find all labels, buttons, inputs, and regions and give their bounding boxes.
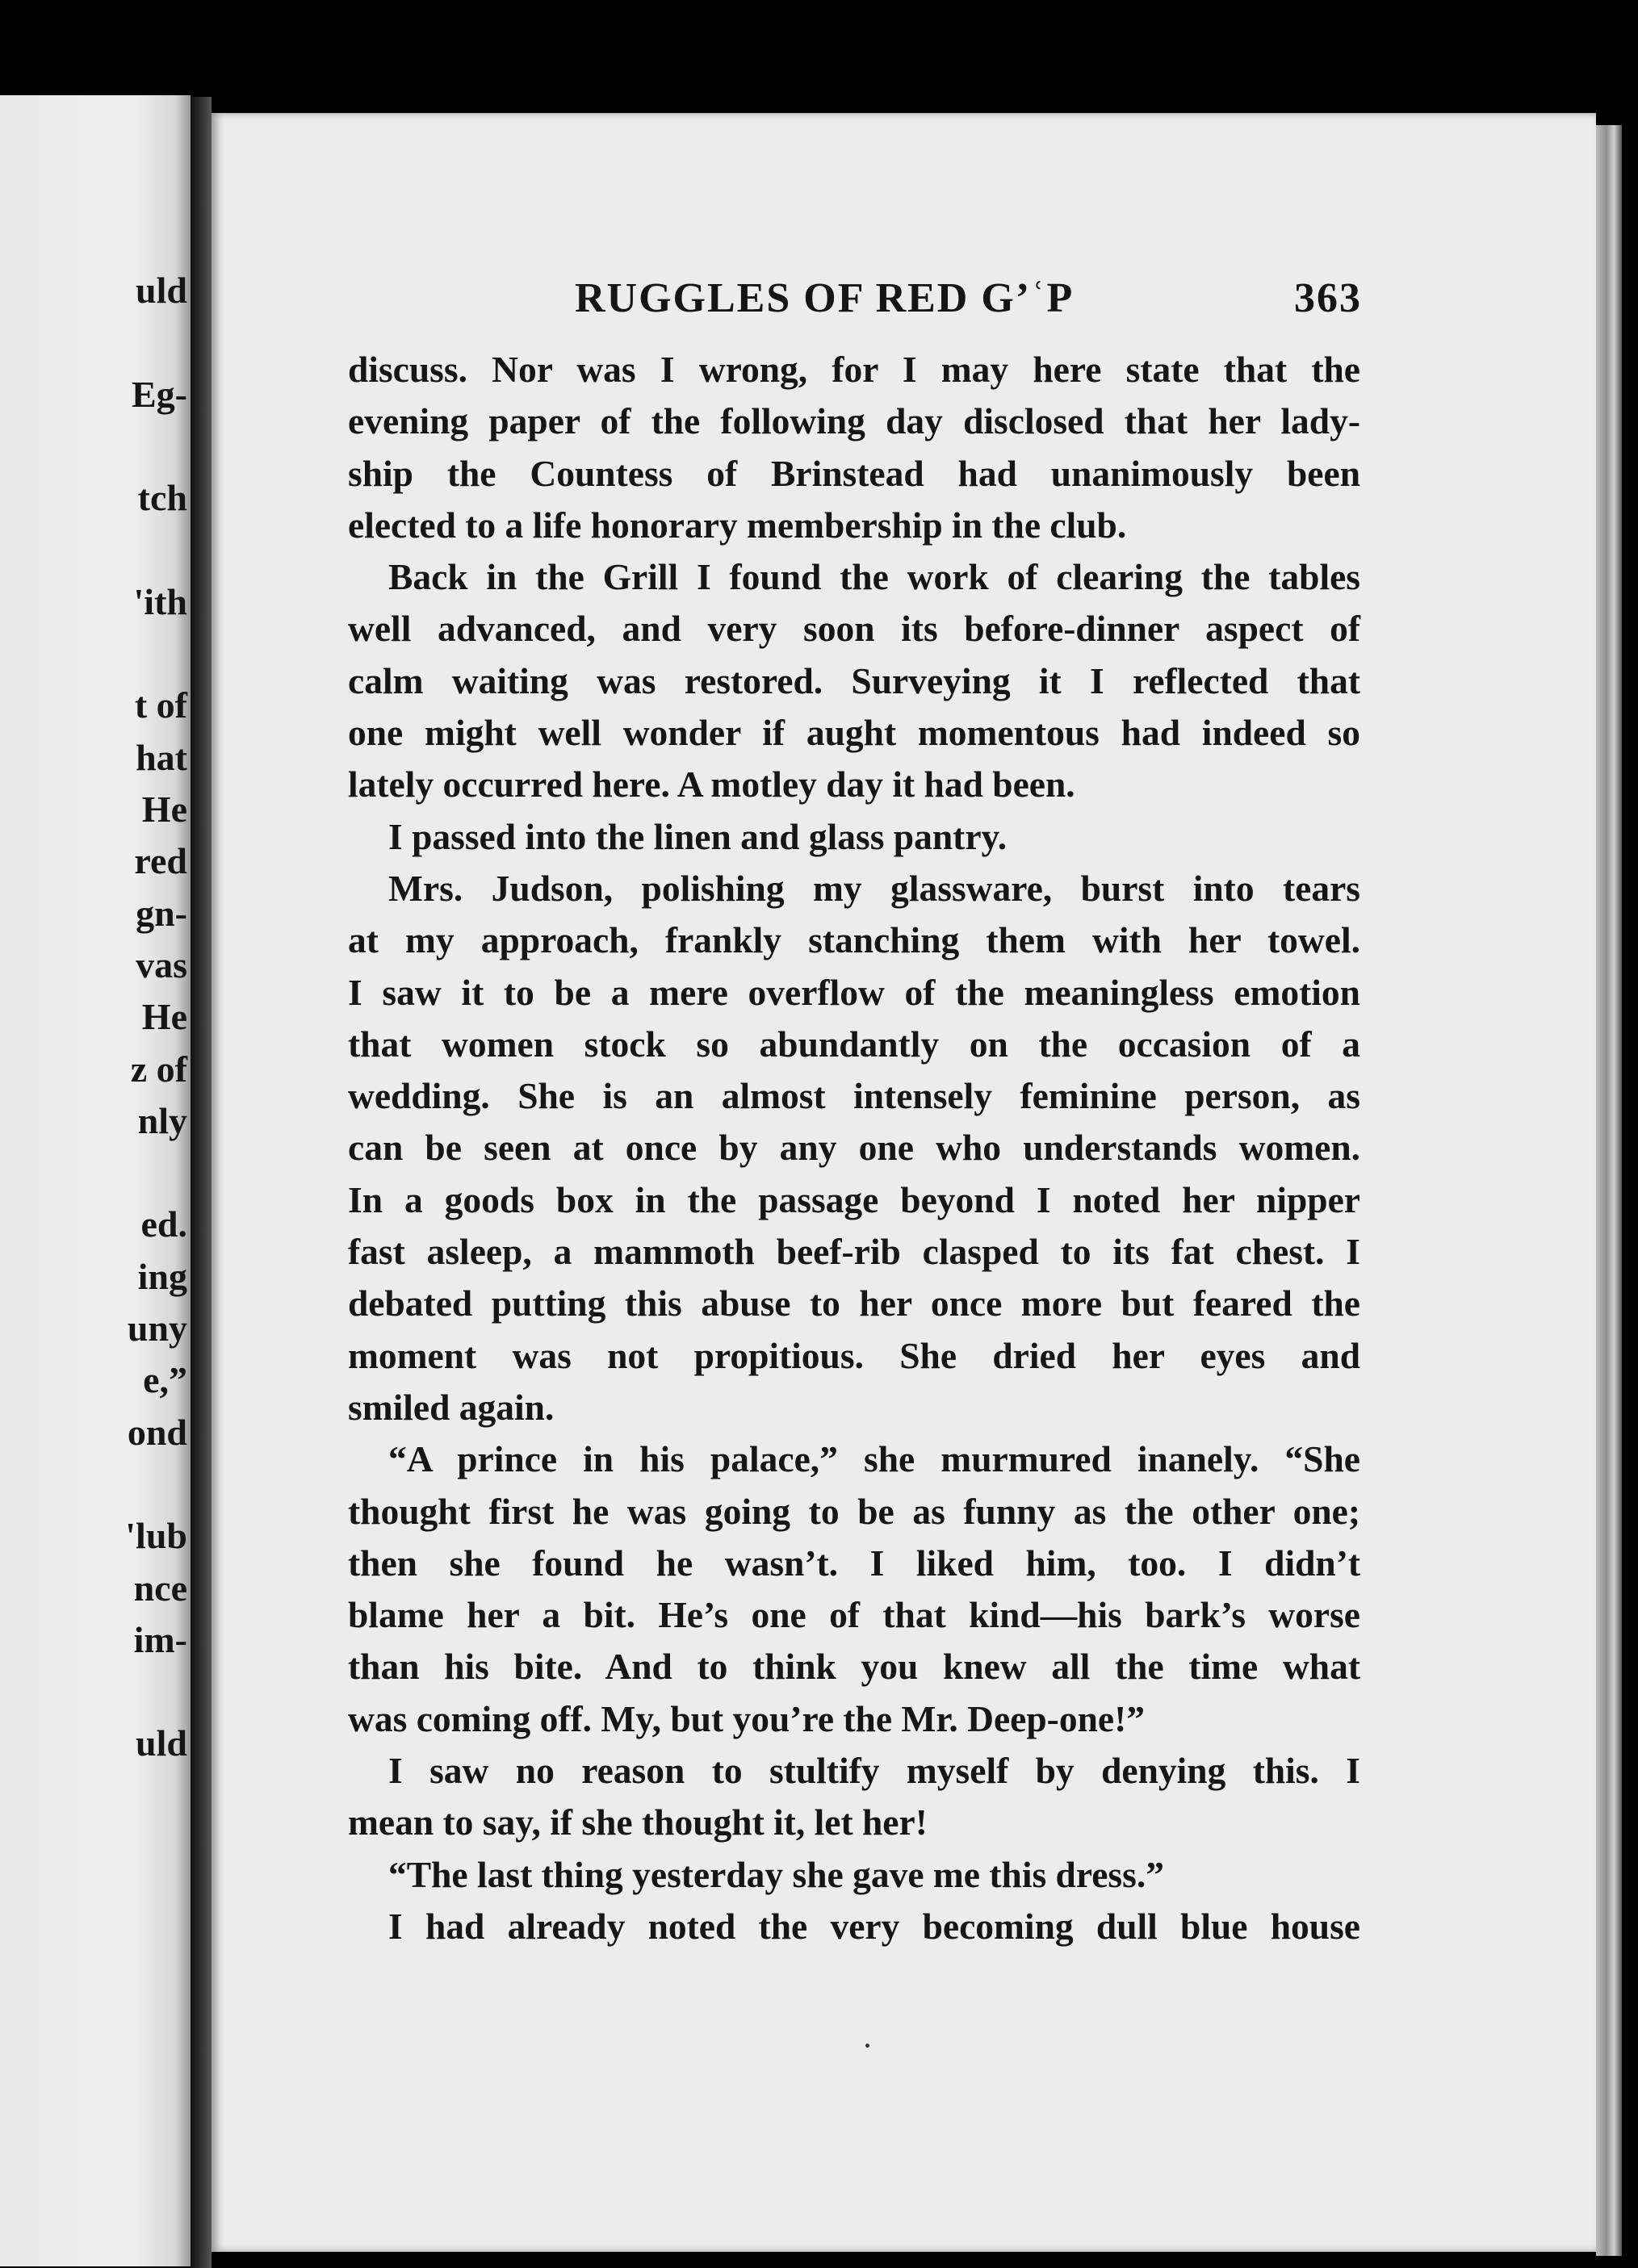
facing-page-line-fragment: red xyxy=(134,840,187,882)
text-line: was coming off. My, but you’re the Mr. Deep-one!” xyxy=(348,1697,1145,1739)
text-line: calm waiting was restored. Surveying it I reflected that xyxy=(348,659,1360,701)
facing-page-line-fragment: e,” xyxy=(143,1359,187,1401)
text-line: then she found he wasn’t. I liked him, too. I didn’t xyxy=(348,1542,1360,1584)
text-line: thought first he was going to be as funny as the other one; xyxy=(348,1490,1360,1532)
text-line: blame her a bit. He’s one of that kind—his bark’s worse xyxy=(348,1594,1360,1636)
body-text xyxy=(348,344,1360,1952)
facing-page-line-fragment: gn- xyxy=(136,892,187,934)
text-line: than his bite. And to think you knew all the time what xyxy=(348,1646,1360,1688)
facing-page-line-fragment: tch xyxy=(137,477,187,519)
running-head-title: RUGGLES OF RED G’ʿP xyxy=(575,275,1075,321)
facing-page-line-fragment: uld xyxy=(136,270,187,311)
book-gutter xyxy=(191,97,212,2268)
text-line: evening paper of the following day disclosed that her lady- xyxy=(348,400,1360,442)
facing-page-line-fragment: ed. xyxy=(140,1203,187,1245)
text-line: that women stock so abundantly on the occasion of a xyxy=(348,1023,1360,1065)
text-line: moment was not propitious. She dried her eyes and xyxy=(348,1334,1360,1376)
facing-page-line-fragment: 'ith xyxy=(133,580,187,622)
text-line: mean to say, if she thought it, let her! xyxy=(348,1801,928,1843)
page-number: 363 xyxy=(1294,275,1362,321)
facing-page-line-fragment: 'lub xyxy=(125,1515,187,1557)
text-line: well advanced, and very soon its before-dinner aspect of xyxy=(348,608,1360,650)
print-speck xyxy=(865,2044,869,2048)
facing-page-line-fragment: z of xyxy=(130,1048,187,1090)
text-line: Back in the Grill I found the work of clearing the tables xyxy=(388,556,1360,598)
text-line: I saw no reason to stultify myself by denying this. I xyxy=(388,1750,1360,1792)
facing-page-line-fragment: hat xyxy=(136,736,187,778)
text-line: I passed into the linen and glass pantry. xyxy=(388,815,1008,857)
facing-page-line-fragment: He xyxy=(141,996,187,1038)
facing-page-line-fragment: ing xyxy=(137,1255,187,1297)
text-line: I had already noted the very becoming dull blue house xyxy=(388,1905,1360,1947)
facing-page-line-fragment: He xyxy=(141,789,187,830)
page-edge xyxy=(1596,125,1622,2256)
facing-page-line-fragment: uny xyxy=(127,1308,187,1349)
facing-page-line-fragment: nly xyxy=(137,1099,187,1141)
text-line: lately occurred here. A motley day it had been. xyxy=(348,764,1075,806)
text-line: I saw it to be a mere overflow of the meaningless emotion xyxy=(348,971,1360,1013)
text-line: at my approach, frankly stanching them with her towel. xyxy=(348,919,1360,961)
text-line: one might well wonder if aught momentous had indeed so xyxy=(348,712,1360,754)
facing-page-line-fragment: im- xyxy=(133,1618,187,1660)
facing-page-line-fragment: t of xyxy=(134,684,187,726)
text-line: smiled again. xyxy=(348,1386,555,1428)
text-line: Mrs. Judson, polishing my glassware, burst into tears xyxy=(388,867,1360,909)
text-line: ship the Countess of Brinstead had unanimously been xyxy=(348,452,1360,494)
facing-page-line-fragment: Eg- xyxy=(132,373,187,415)
text-line: can be seen at once by any one who understands women. xyxy=(348,1127,1360,1169)
text-line: “A prince in his palace,” she murmured inanely. “She xyxy=(388,1438,1360,1480)
facing-page-line-fragment: vas xyxy=(136,944,187,985)
text-line: fast asleep, a mammoth beef-rib clasped to its fat chest. I xyxy=(348,1231,1360,1273)
facing-page-line-fragment: ond xyxy=(127,1411,187,1453)
text-line: “The last thing yesterday she gave me this dress.” xyxy=(388,1853,1164,1895)
text-line: elected to a life honorary membership in the club. xyxy=(348,504,1127,546)
text-line: debated putting this abuse to her once more but feared the xyxy=(348,1283,1360,1324)
text-line: In a goods box in the passage beyond I noted her nipper xyxy=(348,1178,1360,1220)
facing-page xyxy=(0,95,191,2266)
text-line: wedding. She is an almost intensely feminine person, as xyxy=(348,1075,1360,1117)
facing-page-line-fragment: nce xyxy=(133,1567,187,1609)
facing-page-line-fragment: uld xyxy=(136,1722,187,1764)
text-line: discuss. Nor was I wrong, for I may here state that the xyxy=(348,349,1360,390)
